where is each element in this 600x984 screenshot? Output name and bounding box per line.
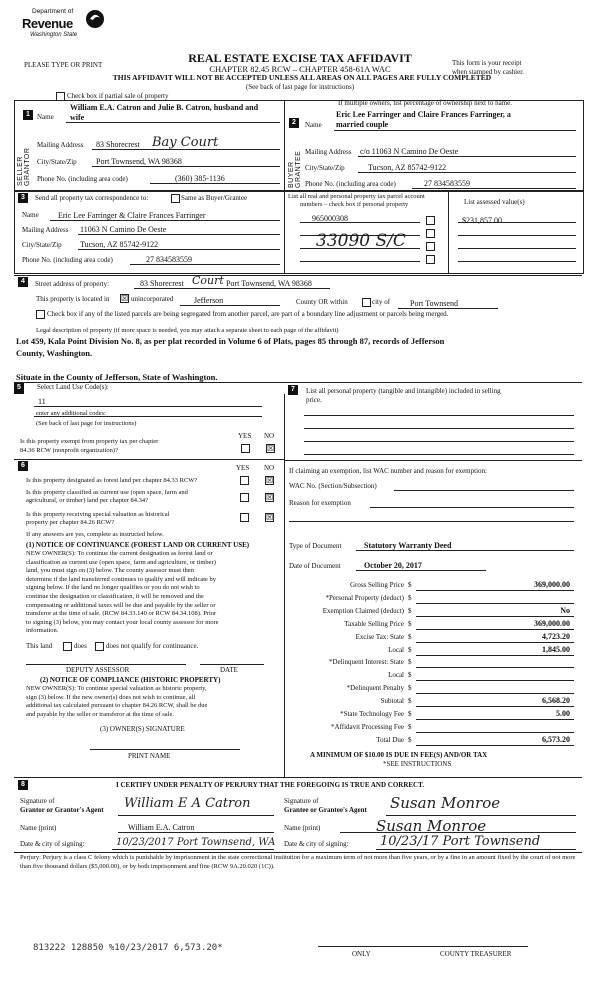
corr-city-value: Tucson, AZ 85742-9122 [80, 240, 159, 249]
dor-logo-line2: Revenue [22, 16, 73, 31]
seller-city-value: Port Townsend, WA 98368 [96, 157, 182, 166]
tax-row-value: 5.00 [556, 709, 570, 718]
grantee-sig-label-1: Signature of [284, 797, 319, 805]
doc-type-label: Type of Document [289, 542, 342, 550]
continuance-body [26, 550, 282, 636]
personal-property-checkbox[interactable] [426, 216, 435, 225]
buyer-city-label: City/State/Zip [305, 164, 345, 172]
land-use-code: 11 [38, 397, 46, 406]
footer-only: ONLY [352, 950, 371, 958]
seller-mail-value: 83 Shorecrest [96, 140, 140, 149]
grantor-date-label: Date & city of signing: [20, 840, 85, 848]
tax-row-line [416, 667, 574, 668]
s6-q3b: property per chapter 84.26 RCW? [26, 519, 115, 526]
land-does-not-label: does not qualify for continuance. [106, 642, 199, 650]
tax-row-dollar: $ [408, 735, 412, 744]
owner-signature-label: (3) OWNER(S) SIGNATURE [100, 725, 185, 733]
continuance-line: classification as current use (open space, farm and agriculture, or timber) [26, 558, 216, 566]
legal-line2: County, Washington. [16, 348, 93, 358]
buyer-name-line1: Eric Lee Farringer and Claire Frances Farringer, a [336, 110, 511, 119]
receipt-line1: This form is your receipt [452, 59, 522, 67]
segregated-checkbox[interactable] [36, 310, 45, 319]
continuance-title: (1) NOTICE OF CONTINUANCE (FOREST LAND OR CURRENT USE) [26, 541, 250, 549]
land-use-label: Select Land Use Code(s): [37, 383, 109, 391]
buyer-name-label: Name [305, 121, 322, 129]
unincorporated-checkbox[interactable]: ☒ [121, 294, 129, 303]
compliance-line: and payable by the seller or transferor at the time of sale. [26, 710, 174, 718]
s6-q2-no-checkbox[interactable]: ☒ [266, 493, 274, 502]
tax-row-value: 369,000.00 [534, 618, 570, 628]
additional-codes-label: enter any additional codes: [36, 410, 106, 417]
assessed-line [458, 261, 576, 262]
doc-date-value: October 20, 2017 [364, 561, 422, 570]
corr-mail-label: Mailing Address [22, 226, 69, 234]
s6-q3-no-checkbox[interactable]: ☒ [266, 513, 274, 522]
parcel-handwritten: 33090 S/C [316, 231, 406, 251]
seller-name-line1: William E.A. Catron and Julie B. Catron, husband and [70, 103, 259, 112]
section-6-number: 6 [18, 461, 28, 471]
tax-row-label: *Personal Property (deduct) [325, 593, 404, 602]
legal-line1: Lot 459, Kala Point Division No. 8, as per plat recorded in Volume 6 of Plats, pages 85 through 87, records of Jefferson [16, 336, 445, 346]
tax-row-line [416, 616, 574, 617]
buyer-phone-label: Phone No. (including area code) [305, 180, 396, 188]
reason-label: Reason for exemption [289, 499, 351, 507]
s6-ifany: If any answers are yes, complete as instructed below. [26, 531, 164, 538]
tax-row-line [416, 642, 574, 643]
tax-row-value: 6,573.20 [542, 734, 570, 744]
dor-logo-line1: Department of [32, 8, 74, 15]
continuance-line: determine if the land transferred continues to qualify and will indicate by [26, 575, 217, 583]
doc-type-value: Statutory Warranty Deed [364, 541, 452, 550]
city-of-label: city of [372, 298, 391, 306]
see-back: (See back of last page for instructions) [245, 83, 355, 91]
corr-name-value: Eric Lee Farringer & Claire Frances Farringer [58, 211, 206, 220]
grantor-name-print-label: Name (print) [20, 824, 57, 832]
county-value: Jefferson [194, 296, 224, 305]
minimum-note: A MINIMUM OF $10.00 IS DUE IN FEE(S) AND/OR TAX [310, 751, 488, 759]
seller-phone-value: (360) 385-1136 [175, 174, 225, 183]
s7-label-1: List all personal property (tangible and intangible) included in selling [306, 387, 501, 395]
seller-phone-label: Phone No. (including area code) [37, 175, 128, 183]
parcel-1-value: 965000308 [312, 214, 348, 223]
compliance-line: NEW OWNER(S): To continue special valuation as historic property, [26, 685, 207, 692]
grantor-date-city: 10/23/2017 Port Townsend, WA [116, 837, 276, 848]
s6-q1-no-checkbox[interactable]: ☒ [266, 476, 274, 485]
land-does-label: does [74, 642, 87, 650]
grantor-sig-label-1: Signature of [20, 797, 55, 805]
street-label: Street address of property: [35, 280, 110, 288]
grantee-date-city: 10/23/17 Port Townsend [380, 834, 541, 849]
tax-row-dollar: $ [408, 632, 412, 641]
exemption-label: If claiming an exemption, list WAC number and reason for exemption: [289, 467, 487, 475]
see-instructions-note: *SEE INSTRUCTIONS [383, 760, 452, 768]
street-addr-b: Port Townsend, WA 98368 [226, 279, 312, 288]
section-5-number: 5 [14, 383, 24, 393]
s6-q1: Is this property designated as forest land per chapter 84.33 RCW? [26, 477, 198, 484]
tax-row-dollar: $ [408, 619, 412, 628]
tax-row-value: 1,845.00 [542, 644, 570, 654]
same-as-buyer-label: Same as Buyer/Grantee [181, 194, 248, 202]
seller-mail-handwritten: Bay Court [152, 135, 219, 150]
tax-row-line [416, 745, 574, 746]
situate-line: Situate in the County of Jefferson, State of Washington. [16, 372, 218, 382]
treasurer-stamp: 813222 128850 %10/23/2017 6,573.20* [33, 943, 223, 953]
form-chapter: CHAPTER 82.45 RCW – CHAPTER 458-61A WAC [209, 64, 391, 74]
tax-row-label: *State Technology Fee [340, 710, 404, 718]
tax-row-line [416, 655, 574, 656]
tax-row-dollar: $ [408, 593, 412, 602]
tax-row-line [416, 629, 574, 630]
multi-owner-note: If multiple owners, list percentage of ownership next to name. [338, 99, 512, 107]
tax-row-line [416, 706, 574, 707]
certify-line: I CERTIFY UNDER PENALTY OF PERJURY THAT THE FOREGOING IS TRUE AND CORRECT. [116, 781, 425, 789]
corr-name-label: Name [22, 211, 39, 219]
buyer-mail-label: Mailing Address [305, 148, 352, 156]
tax-row-dollar: $ [408, 606, 412, 615]
tax-row-dollar: $ [408, 671, 412, 680]
tax-row-dollar: $ [408, 658, 412, 667]
assessed-header: List assessed value(s) [464, 198, 525, 206]
tax-row-dollar: $ [408, 722, 412, 731]
parcel-line [300, 235, 420, 236]
seller-name-line2: wife [70, 113, 85, 122]
s6-q3a: Is this property receiving special valuation as historical [26, 511, 170, 518]
section-3-number: 3 [18, 193, 28, 203]
s7-label-2: price. [306, 396, 322, 404]
grantee-date-label: Date & city of signing: [284, 840, 349, 848]
parcel-header-1: List all real and personal property tax parcel account [288, 193, 425, 200]
dor-logo [22, 6, 104, 44]
seller-side-label: SELLER GRANTOR [17, 147, 31, 186]
tax-row-label: *Delinquent Interest: State [328, 658, 404, 667]
assessed-line [458, 222, 576, 223]
tax-row-label: Gross Selling Price [349, 581, 404, 589]
s6-q1-yes-checkbox[interactable] [240, 476, 249, 485]
grantee-name-print: Susan Monroe [376, 817, 487, 835]
exempt-yes-checkbox[interactable] [241, 444, 250, 453]
receipt-line2: when stamped by cashier. [452, 68, 524, 76]
land-does-checkbox[interactable] [63, 642, 72, 651]
city-of-checkbox[interactable] [362, 298, 371, 307]
s6-q2b: agricultural, or timber) land per chapter 84.34? [26, 497, 149, 504]
land-does-not-checkbox[interactable] [95, 642, 104, 651]
s6-q2a: Is this property classified as current use (open space, farm and [26, 489, 188, 496]
tax-row-label: Local [388, 645, 404, 654]
dor-swirl-icon [84, 8, 106, 30]
parcel-line [300, 222, 420, 223]
exempt-question-2: 84.36 RCW (nonprofit organization)? [20, 447, 118, 454]
buyer-side-label: BUYER GRANTEE [288, 150, 302, 188]
compliance-line: sign (3) below. If the new owner(s) does not wish to continue, all [26, 693, 196, 701]
exempt-no-checkbox[interactable]: ☒ [267, 444, 275, 453]
tax-row-line [416, 719, 574, 720]
s6-q2-yes-checkbox[interactable] [240, 493, 249, 502]
parcel-header-2: numbers – check box if personal property [300, 201, 409, 208]
correspondence-label: Send all property tax correspondence to: [35, 194, 149, 202]
section-1-number: 1 [23, 110, 33, 120]
continuance-line: information. [26, 627, 59, 635]
assessed-line [458, 248, 576, 249]
wac-label: WAC No. (Section/Subsection) [289, 482, 377, 490]
tax-row-line [416, 680, 574, 681]
compliance-line: additional tax calculated pursuant to chapter 84.26 RCW, shall be due [26, 702, 208, 710]
continuance-line: signing below. If the land no longer qualifies or you do not wish to [26, 584, 200, 592]
tax-row-dollar: $ [408, 581, 412, 589]
tax-row-line [416, 603, 574, 604]
tax-row-label: *Affidavit Processing Fee [331, 722, 404, 731]
s6-q3-yes-checkbox[interactable] [240, 513, 249, 522]
street-addr-handwritten: Court [192, 274, 224, 287]
tax-row-label: Taxable Selling Price [344, 619, 404, 628]
doc-date-label: Date of Document [289, 562, 341, 570]
tax-row-dollar: $ [408, 645, 412, 654]
form-title: REAL ESTATE EXCISE TAX AFFIDAVIT [188, 51, 412, 65]
grantee-name-print-label: Name (print) [284, 824, 321, 832]
continuance-line: to signing (3) below, you may contact your local county assessor for more [26, 618, 219, 626]
tax-row-label: Subtotal [380, 697, 404, 706]
county-label: County OR within [296, 298, 348, 306]
please-type: PLEASE TYPE OR PRINT [24, 61, 103, 69]
seller-mail-label: Mailing Address [37, 141, 84, 149]
tax-row-value: No [560, 605, 570, 615]
personal-property-checkbox[interactable] [426, 242, 435, 251]
dor-logo-line3: Washington State [30, 32, 78, 38]
tax-row-label: Total Due [376, 735, 404, 744]
corr-phone-value: 27 834583559 [146, 255, 192, 264]
land-use-yes-header: YES [238, 432, 252, 440]
grantor-signature: William E A Catron [124, 796, 251, 811]
legal-label: Legal description of property (if more space is needed, you may attach a separate sheet to each page of the affidavit) [36, 327, 339, 334]
city-value: Port Townsend [410, 299, 458, 308]
continuance-line: compensating or additional taxes will be due and payable by the seller or [26, 601, 216, 609]
grantor-name-print: William E.A. Catron [128, 823, 195, 832]
assessed-1-value: $231,857.00 [462, 216, 502, 225]
located-label: This property is located in [36, 295, 110, 303]
tax-row-label: Exemption Claimed (deduct) [322, 606, 404, 615]
tax-row-label: Excise Tax: State [355, 632, 404, 641]
buyer-mail-value: c/o 11063 N Camino De Oeste [360, 147, 459, 156]
compliance-body [26, 685, 282, 719]
tax-row-line [416, 732, 574, 733]
tax-row-value: 4,723.20 [542, 631, 570, 641]
buyer-city-value: Tucson, AZ 85742-9122 [368, 163, 447, 172]
tax-row-dollar: $ [408, 697, 412, 706]
s6-no-header: NO [264, 464, 275, 472]
parcel-line [300, 261, 420, 262]
tax-row-line [416, 590, 574, 591]
footer-treasurer: COUNTY TREASURER [440, 950, 512, 958]
seller-name-label: Name [37, 113, 54, 121]
corr-city-label: City/State/Zip [22, 241, 62, 249]
corr-phone-label: Phone No. (including area code) [22, 256, 113, 264]
continuance-line: transferor at the time of sale. (RCW 84.33.140 or RCW 84.34.108). Prior [26, 610, 217, 618]
print-name-label: PRINT NAME [128, 752, 171, 760]
street-addr-a: 83 Shorecrest [140, 279, 184, 288]
same-as-buyer-checkbox[interactable] [171, 194, 180, 203]
partial-sale-label: Check box if partial sale of property [67, 92, 169, 100]
exempt-question-1: Is this property exempt from property tax per chapter [20, 438, 159, 445]
continuance-line: continue the designation or classification, it will be removed and the [26, 592, 204, 600]
personal-property-checkbox[interactable] [426, 255, 435, 264]
deputy-assessor-label: DEPUTY ASSESSOR [66, 666, 130, 674]
unincorporated-label: unincorporated [131, 295, 174, 303]
tax-row-dollar: $ [408, 710, 412, 718]
personal-property-checkbox[interactable] [426, 229, 435, 238]
s6-yes-header: YES [236, 464, 250, 472]
compliance-title: (2) NOTICE OF COMPLIANCE (HISTORIC PROPERTY) [40, 676, 221, 684]
buyer-phone-value: 27 834583559 [424, 179, 470, 188]
perjury-note: Perjury: Perjury is a class C felony which is punishable by imprisonment in the state correctional institution for a maximum term of not more than five years, or by a fine in an amount fixed by the court of not more than five thousand dollars ($5,000.00), or by both imprisonment and fine (RCW 9A.20.020 (1C)). [20, 854, 576, 870]
this-land-label: This land [26, 642, 53, 650]
buyer-name-line2: married couple [336, 120, 389, 129]
section-2-number: 2 [289, 118, 299, 128]
tax-row-value: 369,000.00 [534, 580, 570, 589]
deputy-date-label: DATE [220, 666, 238, 674]
form-notice: THIS AFFIDAVIT WILL NOT BE ACCEPTED UNLESS ALL AREAS ON ALL PAGES ARE FULLY COMPLETED [112, 73, 492, 82]
corr-mail-value: 11063 N Camino De Oeste [80, 225, 167, 234]
section-4-number: 4 [18, 277, 28, 287]
tax-row-label: *Delinquent Penalty [346, 684, 404, 693]
land-use-see-back: (See back of last page for instructions) [36, 420, 137, 427]
section-8-number: 8 [18, 780, 28, 790]
continuance-line: land, you must sign on (3) below. The county assessor must then [26, 567, 194, 575]
tax-row-dollar: $ [408, 684, 412, 693]
tax-row-value: 6,568.20 [542, 696, 570, 706]
grantor-sig-label-2: Grantor or Grantor's Agent [20, 806, 104, 814]
tax-row-line [416, 693, 574, 694]
continuance-line: NEW OWNER(S): To continue the current designation as forest land or [26, 550, 213, 557]
grantee-signature: Susan Monroe [390, 794, 501, 812]
land-use-no-header: NO [264, 432, 275, 440]
parcel-line [300, 248, 420, 249]
section-7-number: 7 [288, 385, 298, 395]
seller-city-label: City/State/Zip [37, 158, 77, 166]
segregated-label: Check box if any of the listed parcels are being segregated from another parcel, are part of a boundary line adjustment or parcels being merged. [47, 310, 449, 318]
assessed-line [458, 235, 576, 236]
tax-row-label: Local [388, 671, 404, 680]
grantee-sig-label-2: Grantee or Grantee's Agent [284, 806, 367, 814]
